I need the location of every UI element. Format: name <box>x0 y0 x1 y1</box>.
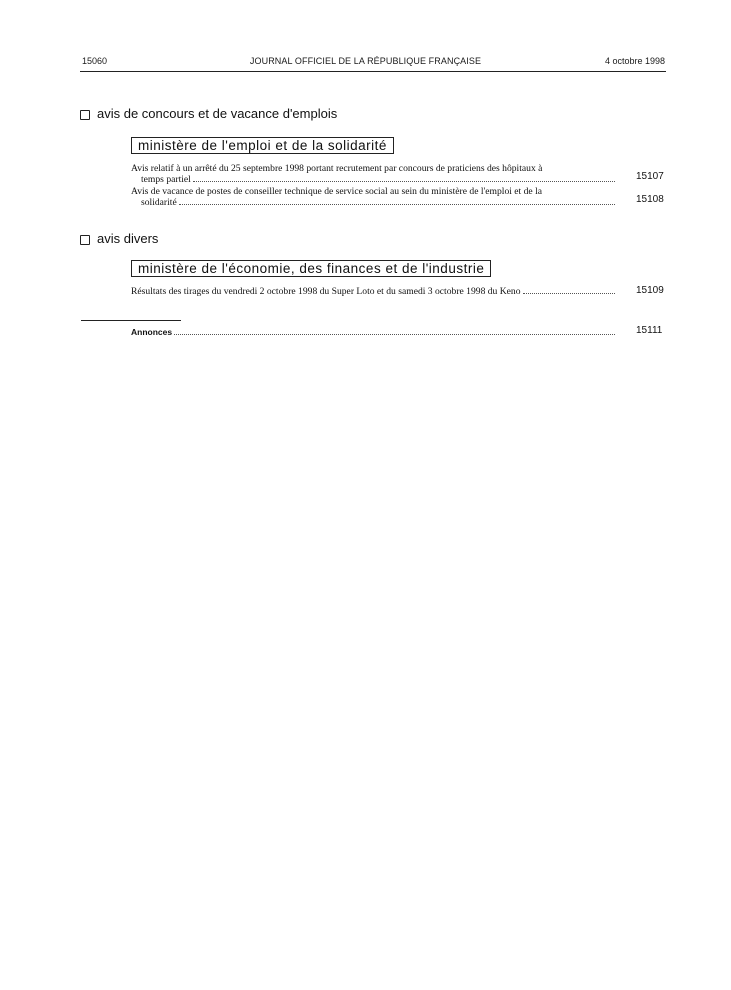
dot-leader <box>179 197 615 205</box>
entry-text-cont: temps partiel <box>141 174 191 185</box>
separator-rule <box>81 320 181 321</box>
toc-entry <box>131 186 616 208</box>
journal-title: JOURNAL OFFICIEL DE LA RÉPUBLIQUE FRANÇAISE <box>249 56 482 66</box>
entry-page-number: 15107 <box>636 171 664 182</box>
ministry-box-economie: ministère de l'économie, des finances et de l'industrie <box>131 260 491 277</box>
checkbox-icon <box>80 235 90 245</box>
dot-leader <box>523 286 615 294</box>
header-page-number: 15060 <box>82 56 108 66</box>
dot-leader <box>174 327 615 335</box>
issue-date: 4 octobre 1998 <box>604 56 665 66</box>
annonces-label: Annonces <box>131 327 173 337</box>
section-divers <box>80 231 158 246</box>
annonces-page-number: 15111 <box>636 325 663 336</box>
checkbox-icon <box>80 110 90 120</box>
dot-leader <box>193 174 615 182</box>
entry-text: Avis relatif à un arrêté du 25 septembre 1998 portant recrutement par concours de praticiens des hôpitaux à <box>131 163 543 174</box>
toc-entry-annonces <box>131 327 616 338</box>
toc-entry <box>131 163 616 185</box>
entry-text-cont: solidarité <box>141 197 177 208</box>
header-rule <box>80 71 666 72</box>
entry-page-number: 15108 <box>636 194 664 205</box>
toc-entry <box>131 286 616 297</box>
ministry-box-emploi: ministère de l'emploi et de la solidarité <box>131 137 394 154</box>
section-concours <box>80 106 337 121</box>
entry-text: Avis de vacance de postes de conseiller technique de service social au sein du ministère de l'emploi et de la <box>131 186 542 197</box>
section-title: avis de concours et de vacance d'emplois <box>97 106 338 121</box>
entry-page-number: 15109 <box>636 285 664 296</box>
entry-text: Résultats des tirages du vendredi 2 octobre 1998 du Super Loto et du samedi 3 octobre 1998 du Keno <box>131 286 521 297</box>
section-title: avis divers <box>97 231 159 246</box>
